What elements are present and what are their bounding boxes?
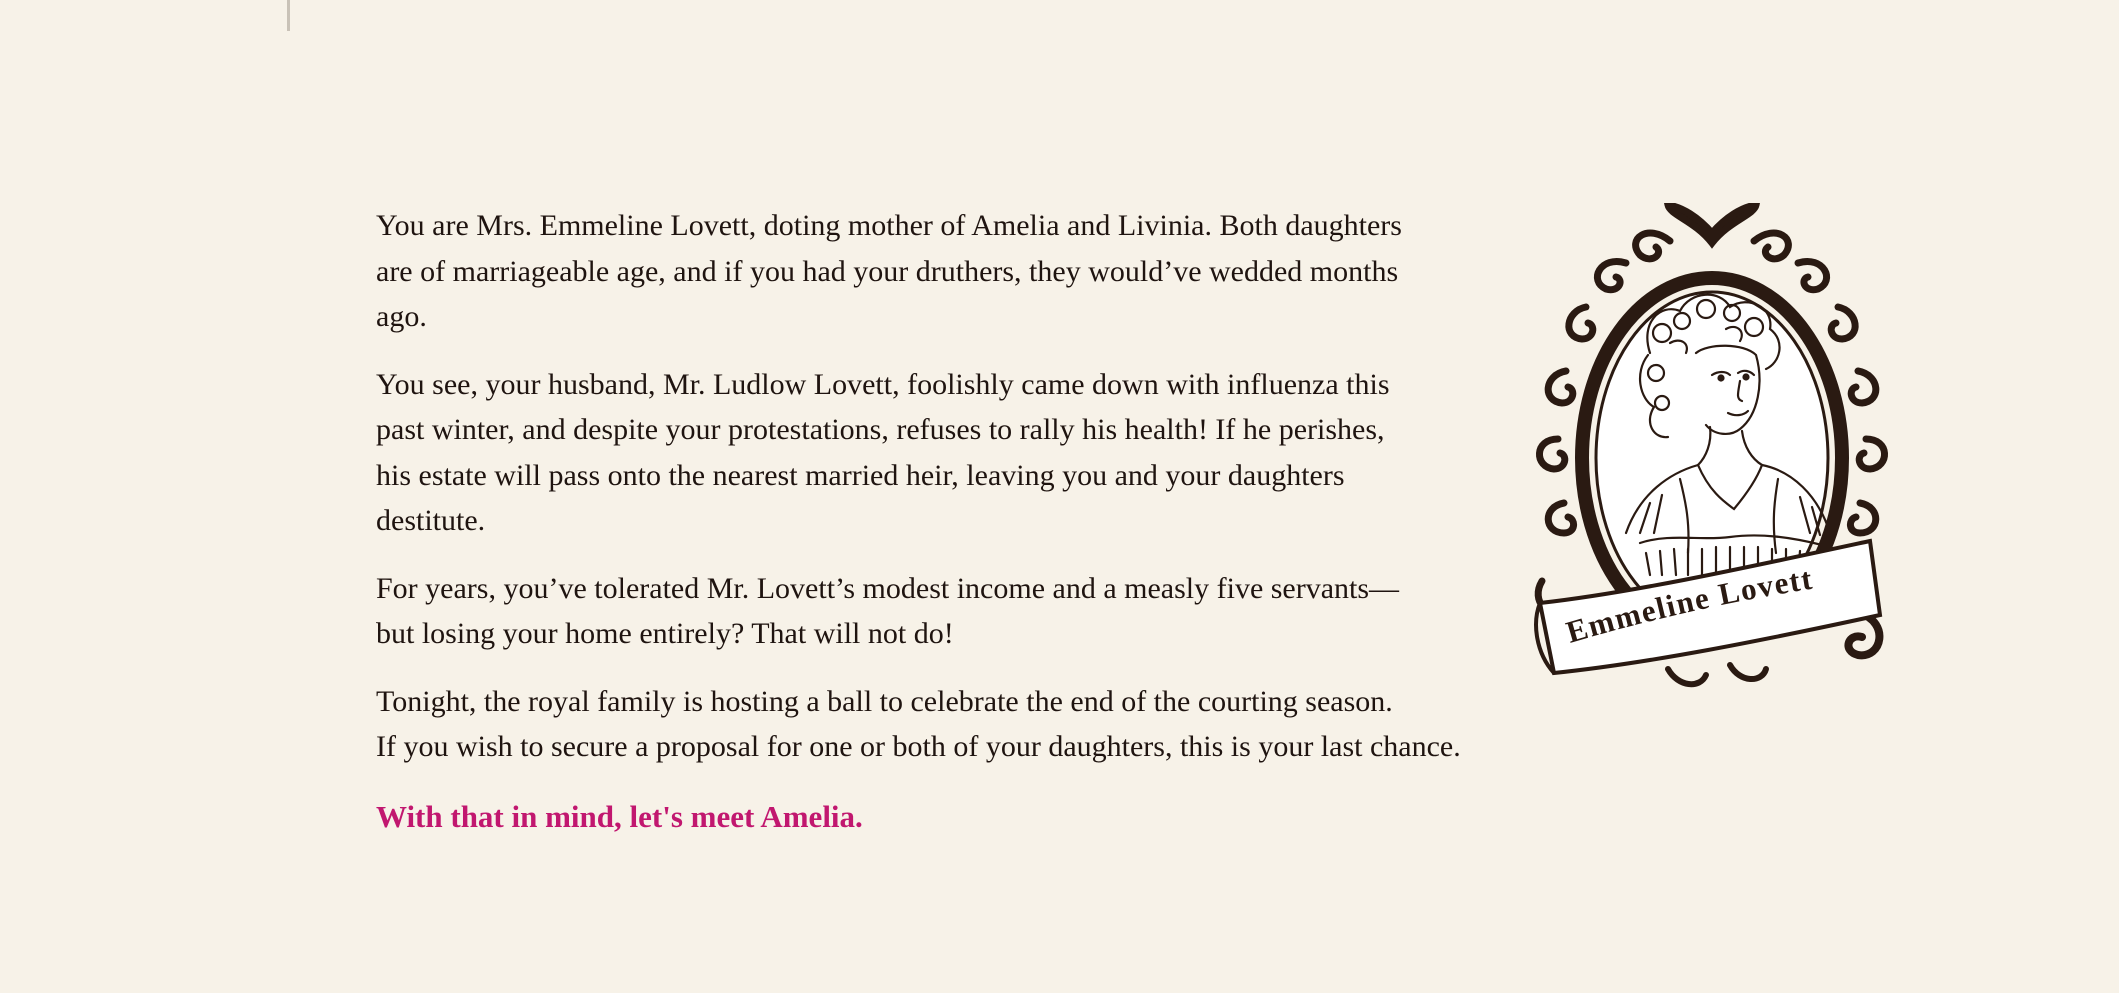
story-paragraph-1 (376, 203, 1606, 340)
character-portrait (1530, 203, 1895, 693)
edge-divider (287, 0, 290, 31)
story-line: You see, your husband, Mr. Ludlow Lovett, foolishly came down with influenza this (376, 367, 1390, 401)
story-paragraph-3 (376, 566, 1606, 657)
story-paragraph-4 (376, 679, 1606, 770)
portrait-name-label: Emmeline Lovett (1562, 560, 1816, 650)
portrait-frame-illustration (1530, 203, 1895, 693)
story-line: ago. (376, 300, 427, 333)
story-line: are of marriageable age, and if you had your druthers, they would’ve wedded months (376, 254, 1399, 288)
story-line: but losing your home entirely? That will not do! (376, 617, 954, 650)
story-line: his estate will pass onto the nearest married heir, leaving you and your daughters (376, 458, 1345, 492)
continue-link[interactable]: With that in mind, let's meet Amelia. (376, 798, 863, 834)
story-line: past winter, and despite your protestations, refuses to rally his health! If he perishes, (376, 413, 1385, 446)
story-line: If you wish to secure a proposal for one or both of your daughters, this is your last chance. (376, 730, 1461, 763)
story-text (376, 203, 1606, 839)
story-line: You are Mrs. Emmeline Lovett, doting mother of Amelia and Livinia. Both daughters (376, 209, 1402, 242)
story-line: destitute. (376, 504, 486, 537)
story-line: For years, you’ve tolerated Mr. Lovett’s modest income and a measly five servants— (376, 571, 1400, 605)
story-line: Tonight, the royal family is hosting a ball to celebrate the end of the courting season. (376, 684, 1393, 718)
story-paragraph-2 (376, 362, 1606, 544)
